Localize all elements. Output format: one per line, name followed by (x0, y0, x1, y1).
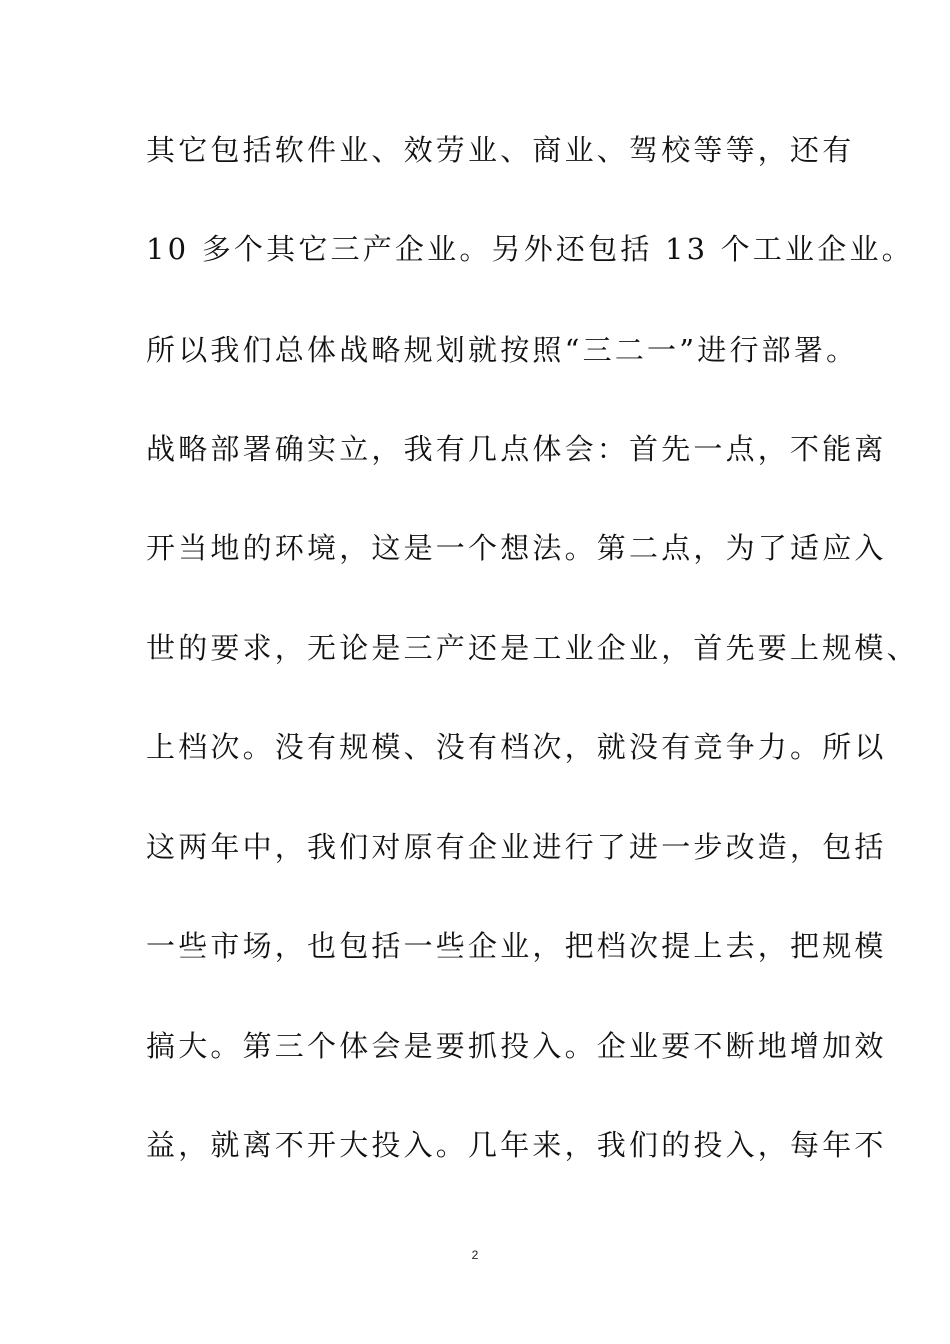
body-text-line: 其它包括软件业、效劳业、商业、驾校等等，还有 (146, 133, 855, 167)
body-text-line: 搞大。第三个体会是要抓投入。企业要不断地增加效 (146, 1029, 887, 1063)
body-text-line: 开当地的环境，这是一个想法。第二点，为了适应入 (146, 531, 887, 565)
body-text-line: 世的要求，无论是三产还是工业企业，首先要上规模、 (146, 631, 919, 665)
page-number: 2 (471, 1248, 479, 1262)
body-text-line: 上档次。没有规模、没有档次，就没有竞争力。所以 (146, 730, 887, 764)
body-text-line: 战略部署确实立，我有几点体会：首先一点，不能离 (146, 432, 887, 466)
body-text-line: 益，就离不开大投入。几年来，我们的投入，每年不 (146, 1128, 887, 1162)
body-text-line: 10 多个其它三产企业。另外还包括 13 个工业企业。 (146, 232, 914, 266)
body-text-line: 所以我们总体战略规划就按照“三二一”进行部署。 (146, 333, 859, 367)
body-text-line: 一些市场，也包括一些企业，把档次提上去，把规模 (146, 929, 887, 963)
body-text-line: 这两年中，我们对原有企业进行了进一步改造，包括 (146, 830, 887, 864)
